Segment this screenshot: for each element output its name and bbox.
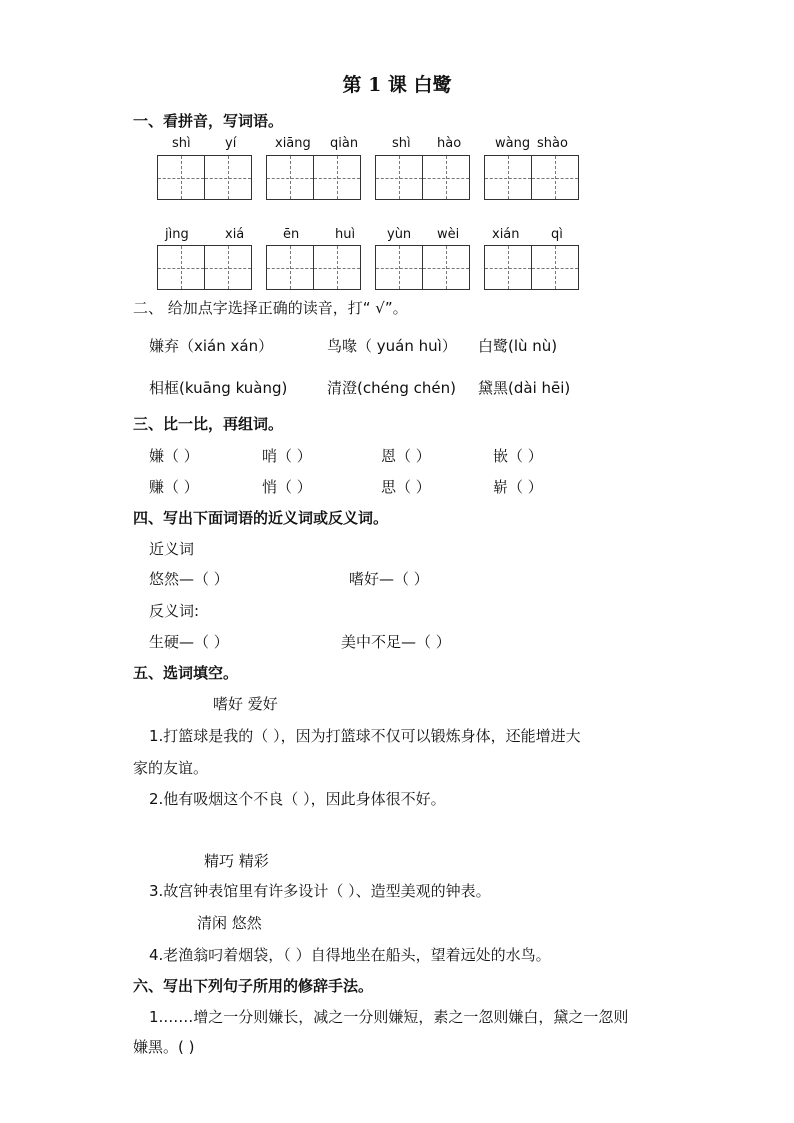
pronunciation-item[interactable]: 嫌弃（xián xán） (149, 337, 274, 355)
compare-item[interactable]: 悄（ ） (262, 478, 312, 496)
pinyin: xiá (225, 227, 245, 242)
pinyin: hào (437, 136, 462, 151)
compare-item[interactable]: 嵌（ ） (493, 447, 543, 465)
compare-item[interactable]: 嫌（ ） (149, 447, 199, 465)
pronunciation-item[interactable]: 黛黑(dài hēi) (478, 379, 571, 397)
word-choices: 清闲 悠然 (197, 914, 262, 932)
page-title: 第 1 课 白鹭 (342, 74, 452, 96)
compare-item[interactable]: 赚（ ） (149, 478, 199, 496)
rhetoric-question[interactable]: 1.……增之一分则嫌长，减之一分则嫌短，素之一忽则嫌白，黛之一忽则 (149, 1008, 629, 1026)
pinyin: jìng (165, 227, 189, 242)
pinyin: yùn (387, 227, 412, 242)
fill-question[interactable]: 3.故宫钟表馆里有许多设计（ ）、造型美观的钟表。 (149, 882, 491, 900)
section-5-heading: 五、选词填空。 (133, 664, 239, 682)
pinyin: huì (335, 227, 356, 242)
pronunciation-item[interactable]: 鸟喙（ yuán huì） (327, 337, 457, 355)
pinyin: shì (172, 136, 191, 151)
section-3-heading: 三、比一比，再组词。 (133, 415, 284, 433)
pinyin: shào (537, 136, 568, 151)
synonym-item[interactable]: 悠然—（ ） (149, 570, 229, 588)
section-1-heading: 一、看拼音，写词语。 (133, 112, 284, 130)
writing-grid[interactable] (375, 245, 470, 290)
writing-grid[interactable] (266, 245, 361, 290)
pinyin: qiàn (330, 136, 359, 151)
pronunciation-item[interactable]: 相框(kuāng kuàng) (149, 379, 288, 397)
pinyin: shì (392, 136, 411, 151)
compare-item[interactable]: 哨（ ） (262, 447, 312, 465)
pinyin: wèi (437, 227, 460, 242)
writing-grid[interactable] (484, 155, 579, 200)
pinyin: xiāng (275, 136, 311, 151)
pinyin: qì (551, 227, 563, 242)
rhetoric-question-cont[interactable]: 嫌黑。( ) (133, 1038, 195, 1056)
fill-question-cont: 家的友谊。 (133, 759, 209, 777)
writing-grid[interactable] (157, 155, 252, 200)
fill-question[interactable]: 1.打篮球是我的（ ），因为打篮球不仅可以锻炼身体，还能增进大 (149, 727, 581, 745)
writing-grid[interactable] (157, 245, 252, 290)
section-6-heading: 六、写出下列句子所用的修辞手法。 (133, 977, 374, 995)
compare-item[interactable]: 思（ ） (381, 478, 431, 496)
pinyin: ēn (283, 227, 300, 242)
compare-item[interactable]: 恩（ ） (381, 447, 431, 465)
pronunciation-item[interactable]: 清澄(chéng chén) (327, 379, 456, 397)
writing-grid[interactable] (375, 155, 470, 200)
pronunciation-item[interactable]: 白鹭(lù nù) (478, 337, 558, 355)
writing-grid[interactable] (484, 245, 579, 290)
antonym-item[interactable]: 美中不足—（ ） (341, 633, 451, 651)
pinyin: xián (492, 227, 520, 242)
section-2-heading: 二、 给加点字选择正确的读音，打“ √”。 (133, 299, 408, 317)
antonym-label: 反义词: (149, 602, 200, 620)
fill-question[interactable]: 2.他有吸烟这个不良（ ），因此身体很不好。 (149, 790, 446, 808)
compare-item[interactable]: 崭（ ） (493, 478, 543, 496)
pinyin: wàng (495, 136, 531, 151)
antonym-item[interactable]: 生硬—（ ） (149, 633, 229, 651)
fill-question[interactable]: 4.老渔翁叼着烟袋，（ ）自得地坐在船头，望着远处的水鸟。 (149, 946, 551, 964)
writing-grid[interactable] (266, 155, 361, 200)
section-4-heading: 四、写出下面词语的近义词或反义词。 (133, 509, 389, 527)
word-choices: 精巧 精彩 (204, 852, 269, 870)
word-choices: 嗜好 爱好 (213, 695, 278, 713)
pinyin: yí (225, 136, 237, 151)
synonym-item[interactable]: 嗜好—（ ） (349, 570, 429, 588)
synonym-label: 近义词 (149, 540, 195, 558)
